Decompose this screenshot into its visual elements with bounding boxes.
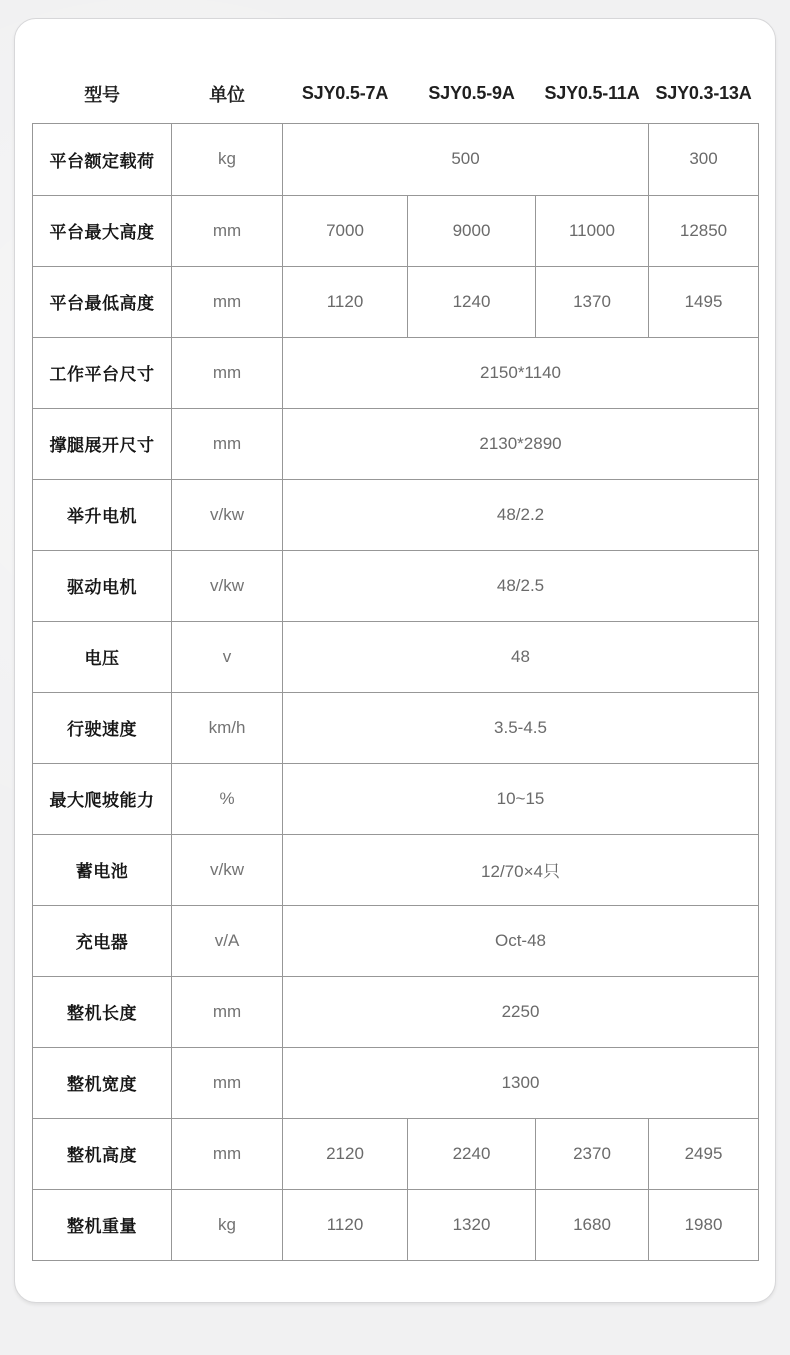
row-value: 1240 xyxy=(408,266,536,337)
row-unit: mm xyxy=(172,976,283,1047)
row-value: 10~15 xyxy=(283,763,759,834)
row-value: 300 xyxy=(649,123,759,195)
row-value: 1980 xyxy=(649,1189,759,1260)
row-label: 工作平台尺寸 xyxy=(33,337,172,408)
row-label: 平台额定载荷 xyxy=(33,123,172,195)
header-row xyxy=(33,65,759,123)
row-label: 平台最大高度 xyxy=(33,195,172,266)
row-unit: mm xyxy=(172,337,283,408)
header-model-sjy05-7a: SJY0.5-7A xyxy=(301,83,389,104)
table-row xyxy=(33,692,759,763)
header-model-sjy03-13a: SJY0.3-13A xyxy=(655,83,752,104)
table-row xyxy=(33,1047,759,1118)
row-value: 12850 xyxy=(649,195,759,266)
table-row xyxy=(33,550,759,621)
table-row xyxy=(33,976,759,1047)
row-value: 3.5-4.5 xyxy=(283,692,759,763)
row-value: 48 xyxy=(283,621,759,692)
row-value: 11000 xyxy=(536,195,649,266)
row-unit: kg xyxy=(172,123,283,195)
row-label: 驱动电机 xyxy=(33,550,172,621)
row-value: 1120 xyxy=(283,266,408,337)
row-value: 12/70×4只 xyxy=(283,834,759,905)
row-value: 1370 xyxy=(536,266,649,337)
table-row xyxy=(33,1118,759,1189)
row-value: 2130*2890 xyxy=(283,408,759,479)
row-label: 充电器 xyxy=(33,905,172,976)
spec-table-body xyxy=(33,123,759,1260)
row-label: 行驶速度 xyxy=(33,692,172,763)
table-row xyxy=(33,266,759,337)
header-model-sjy05-9a: SJY0.5-9A xyxy=(428,83,515,104)
row-value: 2120 xyxy=(283,1118,408,1189)
row-unit: v/kw xyxy=(172,479,283,550)
row-label: 电压 xyxy=(33,621,172,692)
table-row xyxy=(33,195,759,266)
row-unit: mm xyxy=(172,408,283,479)
row-value: 48/2.2 xyxy=(283,479,759,550)
row-value: 7000 xyxy=(283,195,408,266)
row-unit: % xyxy=(172,763,283,834)
row-unit: mm xyxy=(172,266,283,337)
row-unit: kg xyxy=(172,1189,283,1260)
row-value: 2150*1140 xyxy=(283,337,759,408)
row-unit: v/kw xyxy=(172,834,283,905)
row-unit: v xyxy=(172,621,283,692)
row-label: 蓄电池 xyxy=(33,834,172,905)
row-label: 整机高度 xyxy=(33,1118,172,1189)
row-value: 500 xyxy=(283,123,649,195)
table-row xyxy=(33,834,759,905)
row-value: 1120 xyxy=(283,1189,408,1260)
row-value: 2370 xyxy=(536,1118,649,1189)
row-unit: mm xyxy=(172,1047,283,1118)
row-value: 2250 xyxy=(283,976,759,1047)
row-label: 整机重量 xyxy=(33,1189,172,1260)
row-unit: km/h xyxy=(172,692,283,763)
table-row xyxy=(33,408,759,479)
table-row xyxy=(33,621,759,692)
row-unit: v/kw xyxy=(172,550,283,621)
header-unit-label: 单位 xyxy=(209,84,245,105)
row-unit: mm xyxy=(172,195,283,266)
table-row xyxy=(33,337,759,408)
table-row xyxy=(33,905,759,976)
row-value: 48/2.5 xyxy=(283,550,759,621)
spec-table xyxy=(32,65,759,1261)
table-row xyxy=(33,123,759,195)
row-value: 1300 xyxy=(283,1047,759,1118)
row-value: Oct-48 xyxy=(283,905,759,976)
table-row xyxy=(33,1189,759,1260)
row-unit: mm xyxy=(172,1118,283,1189)
row-label: 整机宽度 xyxy=(33,1047,172,1118)
row-value: 1320 xyxy=(408,1189,536,1260)
row-label: 平台最低高度 xyxy=(33,266,172,337)
row-value: 1680 xyxy=(536,1189,649,1260)
row-label: 举升电机 xyxy=(33,479,172,550)
row-label: 撑腿展开尺寸 xyxy=(33,408,172,479)
row-label: 最大爬坡能力 xyxy=(33,763,172,834)
row-value: 2240 xyxy=(408,1118,536,1189)
header-model-sjy05-11a: SJY0.5-11A xyxy=(544,83,640,104)
row-value: 1495 xyxy=(649,266,759,337)
table-row xyxy=(33,763,759,834)
row-value: 9000 xyxy=(408,195,536,266)
row-unit: v/A xyxy=(172,905,283,976)
header-model-label: 型号 xyxy=(84,84,120,105)
row-value: 2495 xyxy=(649,1118,759,1189)
table-row xyxy=(33,479,759,550)
row-label: 整机长度 xyxy=(33,976,172,1047)
spec-card xyxy=(14,18,776,1303)
